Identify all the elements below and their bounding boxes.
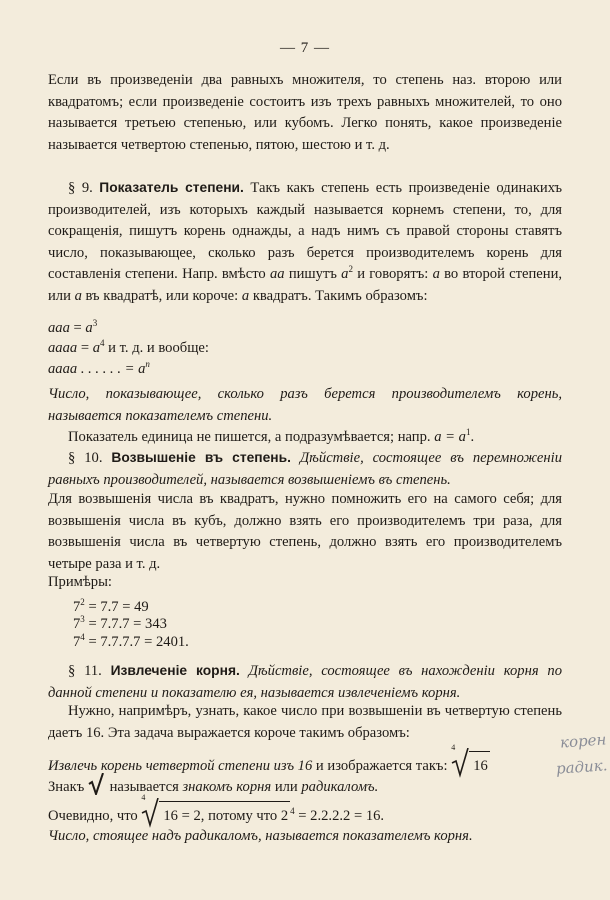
formula-a: a xyxy=(241,287,250,304)
section-9-text-5: въ квадратѣ, или короче: xyxy=(85,287,239,304)
section-9-paragraph xyxy=(48,177,562,307)
section-10-definition: Дѣйствiе, состоящее въ перемноженiи равныхъ производителей, называется возвышенiемъ въ степень. xyxy=(48,450,562,488)
formula-a: a xyxy=(341,266,349,282)
example-cube: $7^3 = 7.7.7 = 343$ xyxy=(73,614,167,632)
unit-exponent-paragraph: Показатель единица не пишется, а подразумѣвается; напр. $a = a^1$. xyxy=(68,427,475,445)
root-statement: Извлечь корень четвертой степени изъ 16 и изображается такъ: 4 16 xyxy=(48,748,490,778)
example-fourth: $7^4 = 7.7.7.7 = 2401$. xyxy=(73,632,189,650)
section-9-title: Показатель степени. xyxy=(99,180,244,195)
section-11-paragraph: Нужно, напримѣръ, узнать, какое число при возвышенiи въ четвертую степень даетъ 16. Эта задача выражается короче такимъ образомъ: xyxy=(48,703,562,741)
section-9-text-3: и говорятъ: xyxy=(357,266,429,282)
section-11-title: Извлеченiе корня. xyxy=(110,663,240,678)
section-11-heading xyxy=(48,660,562,704)
unit-exponent-formula: a = a xyxy=(434,429,466,445)
section-10-paragraph: Для возвышенiя числа въ квадратъ, нужно помножить его на самого себя; для возвышенiя числа въ кубъ, должно взять его производителемъ три раза, для возвышенiя числа въ четвертую степень, должно взять его производителемъ четыре раза и т. д. xyxy=(48,491,562,572)
unit-exponent-text: Показатель единица не пишется, а подразумѣвается; напр. xyxy=(68,429,431,445)
margin-note-2: радик. xyxy=(555,756,609,778)
definition-exponent: Число, показывающее, сколько разъ берется производителемъ корень, называется показателемъ степени. xyxy=(48,386,562,424)
section-11-definition: Дѣйствiе, состоящее въ нахожденiи корня по данной степени и показателю ея, называется извлеченiемъ корня. xyxy=(48,663,562,701)
section-9-text: Такъ какъ степень есть произведенiе одинакихъ производителей, изъ которыхъ каждый называется корнемъ степени, то, для сокращенiя, пишутъ корень однажды, а надъ нимъ съ правой стороны ставятъ число, показывающее, сколько разъ берется производителемъ корень для составленiя степени. Напр. вмѣсто xyxy=(48,180,563,282)
section-10-title: Возвышенiе въ степень. xyxy=(111,450,291,465)
section-9-text-6: квадратъ. Такимъ образомъ: xyxy=(252,287,428,304)
formula-a: a xyxy=(74,287,82,304)
radical-sign-icon: 4 xyxy=(141,798,159,828)
formula-aa: aa xyxy=(269,266,285,282)
radical-sign-icon: 4 xyxy=(451,748,469,778)
radicand: 16 xyxy=(469,751,490,777)
radical-sign-icon xyxy=(88,773,106,795)
section-11-number: § 11. xyxy=(68,663,102,679)
obvious-sentence: Очевидно, что 4 16 = 2, потому что 2 $^4$ = 2.2.2.2 = 16. xyxy=(48,798,384,828)
formula-a: a xyxy=(432,266,440,282)
definition-root-index: Число, стоящее надъ радикаломъ, называется показателемъ корня. xyxy=(48,828,473,844)
section-10-number: § 10. xyxy=(68,450,103,466)
section-9-number: § 9. xyxy=(68,180,93,196)
formula-fourth: aaaa = $a^4$ и т. д. и вообще: xyxy=(48,338,209,356)
formula-general: aaaa . . . . . . = $a^n$ xyxy=(48,359,150,377)
section-9-text-2: пишутъ xyxy=(288,266,337,282)
margin-note-1: корен xyxy=(559,730,607,752)
examples-label: Примѣры: xyxy=(48,574,112,590)
formula-a-exponent: 2 xyxy=(348,264,353,275)
formula-cube: aaa = $a^3$ xyxy=(48,318,98,336)
section-9-text-4: во второй степени, или xyxy=(48,266,563,304)
sign-sentence: Знакъ называется знакомъ корня или радикаломъ. xyxy=(48,773,378,798)
example-square: $7^2 = 7.7 = 49$ xyxy=(73,597,149,615)
paragraph-intro: Если въ произведенiи два равныхъ множителя, то степень наз. второю или квадратомъ; если произведенiе состоитъ изъ трехъ равныхъ множителей, то оно называется третьею степенью, или кубомъ. Легко понять, какое произведенiе называется четвертою степенью, пятою, шестою и т. д. xyxy=(48,72,562,153)
page-number: — 7 — xyxy=(280,40,330,56)
section-10-heading xyxy=(48,447,562,491)
